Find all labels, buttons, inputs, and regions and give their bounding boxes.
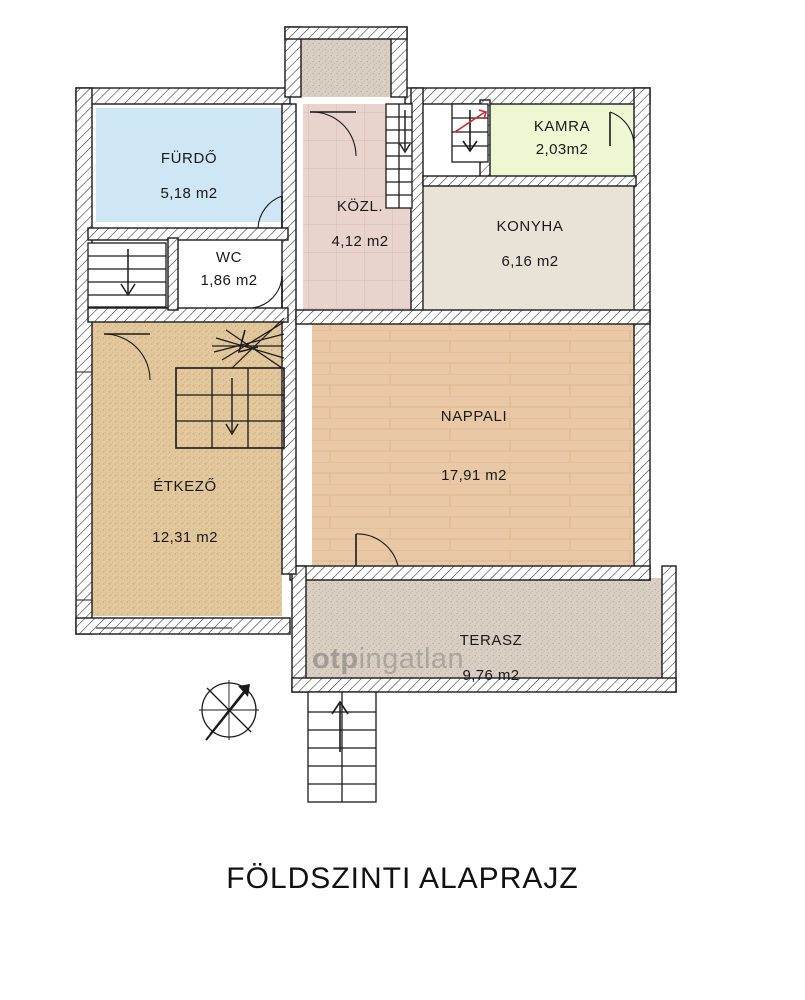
watermark-suffix: ingatlan [358,643,465,675]
page-title: FÖLDSZINTI ALAPRAJZ [226,862,579,895]
room-area-wc: 1,86 m2 [200,272,258,289]
room-fill-nappali [312,322,636,574]
room-fill-etkezo [88,322,282,616]
room-fill-konyha [424,186,636,316]
room-area-terasz: 9,76 m2 [462,667,520,684]
room-name-terasz: TERASZ [459,632,523,649]
room-name-kozl: KÖZL. [336,198,384,215]
room-fill-wc [176,241,282,307]
north-arrow-icon [199,680,259,740]
room-name-wc: WC [215,249,243,266]
room-name-furdo: FÜRDŐ [160,150,218,167]
room-name-kamra: KAMRA [533,118,591,135]
room-name-nappali: NAPPALI [440,408,508,425]
room-fills [88,27,676,688]
room-area-konyha: 6,16 m2 [501,253,559,270]
room-area-nappali: 17,91 m2 [441,467,507,484]
room-area-etkezo: 12,31 m2 [152,529,218,546]
room-fill-furdo [96,108,282,222]
room-name-etkezo: ÉTKEZŐ [153,478,217,495]
room-fill-kamra [489,104,635,178]
room-area-furdo: 5,18 m2 [160,185,218,202]
room-area-kozl: 4,12 m2 [331,233,389,250]
room-name-konyha: KONYHA [496,218,564,235]
room-fill-terasz [306,578,676,688]
room-area-kamra: 2,03m2 [535,141,589,158]
watermark-brand: otp [312,643,359,675]
